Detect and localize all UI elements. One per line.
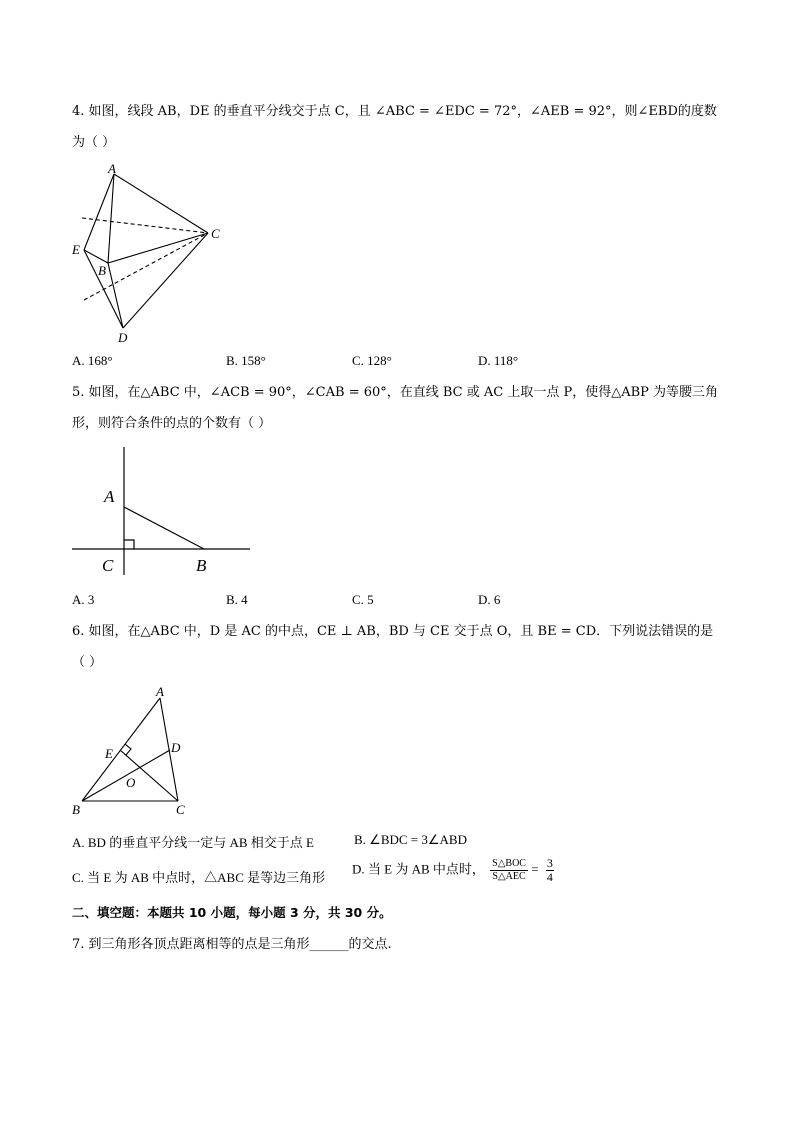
q6-stem-line2: （ ）: [72, 655, 103, 670]
label-B: B: [196, 556, 207, 575]
q7-stem: 7. 到三角形各顶点距离相等的点是三角形______的交点.: [72, 937, 392, 952]
label-B: B: [72, 802, 80, 817]
label-D: D: [118, 330, 128, 345]
q4-figure: [70, 160, 240, 350]
q4-option-d: D. 118°: [478, 353, 519, 368]
seg-BC: [108, 233, 208, 263]
seg-BD: [108, 263, 123, 328]
q4-option-a: A. 168°: [72, 353, 113, 368]
label-C: C: [176, 802, 185, 817]
label-A: A: [156, 684, 164, 699]
label-D: D: [171, 740, 181, 755]
label-O: O: [126, 775, 136, 790]
right-angle-mark: [124, 540, 134, 549]
seg-DC: [123, 233, 208, 328]
q5-option-a: A. 3: [72, 592, 95, 607]
q6-option-c: C. 当 E 为 AB 中点时，△ABC 是等边三角形: [72, 870, 326, 885]
q6-option-b: B. ∠BDC = 3∠ABD: [354, 832, 467, 847]
value-numerator: 3: [546, 856, 553, 870]
area-ratio-fraction: [490, 858, 528, 883]
area-ratio-denominator: S△AEC: [492, 871, 526, 882]
q5-option-b: B. 4: [226, 592, 248, 607]
q5-option-c: C. 5: [352, 592, 374, 607]
label-A: A: [104, 487, 115, 506]
seg-AB: [82, 698, 160, 801]
q6-option-d-text: D. 当 E 为 AB 中点时，: [352, 861, 485, 877]
q5-stem-line1: 5. 如图，在△ABC 中，∠ACB = 90°，∠CAB = 60°，在直线 BC 或 AC 上取一点 P，使得△ABP 为等腰三角: [72, 385, 719, 400]
q4-option-c: C. 128°: [352, 353, 392, 368]
equals-sign: =: [531, 861, 539, 877]
bisector-AB: [82, 218, 208, 233]
q4-option-b: B. 158°: [226, 353, 266, 368]
label-A: A: [108, 161, 116, 176]
seg-AC: [114, 174, 208, 233]
q6-figure: [70, 683, 200, 818]
value-denominator: 4: [546, 870, 553, 884]
q5-stem-line2: 形，则符合条件的点的个数有（ ）: [72, 416, 272, 431]
section-title-fill-in: 二、填空题：本题共 10 小题，每小题 3 分，共 30 分。: [72, 905, 392, 920]
area-ratio-numerator: S△BOC: [492, 858, 526, 869]
value-fraction: [546, 857, 554, 884]
q6-option-d: [352, 857, 554, 884]
q4-stem-line1: 4. 如图，线段 AB，DE 的垂直平分线交于点 C，且 ∠ABC = ∠EDC = 72°，∠AEB = 92°，则∠EBD的度数: [72, 104, 717, 119]
label-E: E: [72, 242, 80, 257]
label-E: E: [105, 746, 113, 761]
q6-stem-line1: 6. 如图，在△ABC 中，D 是 AC 的中点，CE ⊥ AB，BD 与 CE 交于点 O，且 BE = CD．下列说法错误的是: [72, 624, 714, 639]
q6-option-a: A. BD 的垂直平分线一定与 AB 相交于点 E: [72, 835, 314, 850]
q4-stem-line2: 为（ ）: [72, 135, 116, 150]
q5-option-d: D. 6: [478, 592, 501, 607]
label-B: B: [98, 263, 106, 278]
label-C: C: [102, 556, 114, 575]
q5-figure: [70, 445, 255, 580]
label-C: C: [211, 226, 220, 241]
right-angle-mark: [125, 744, 131, 755]
seg-AB: [124, 507, 204, 549]
